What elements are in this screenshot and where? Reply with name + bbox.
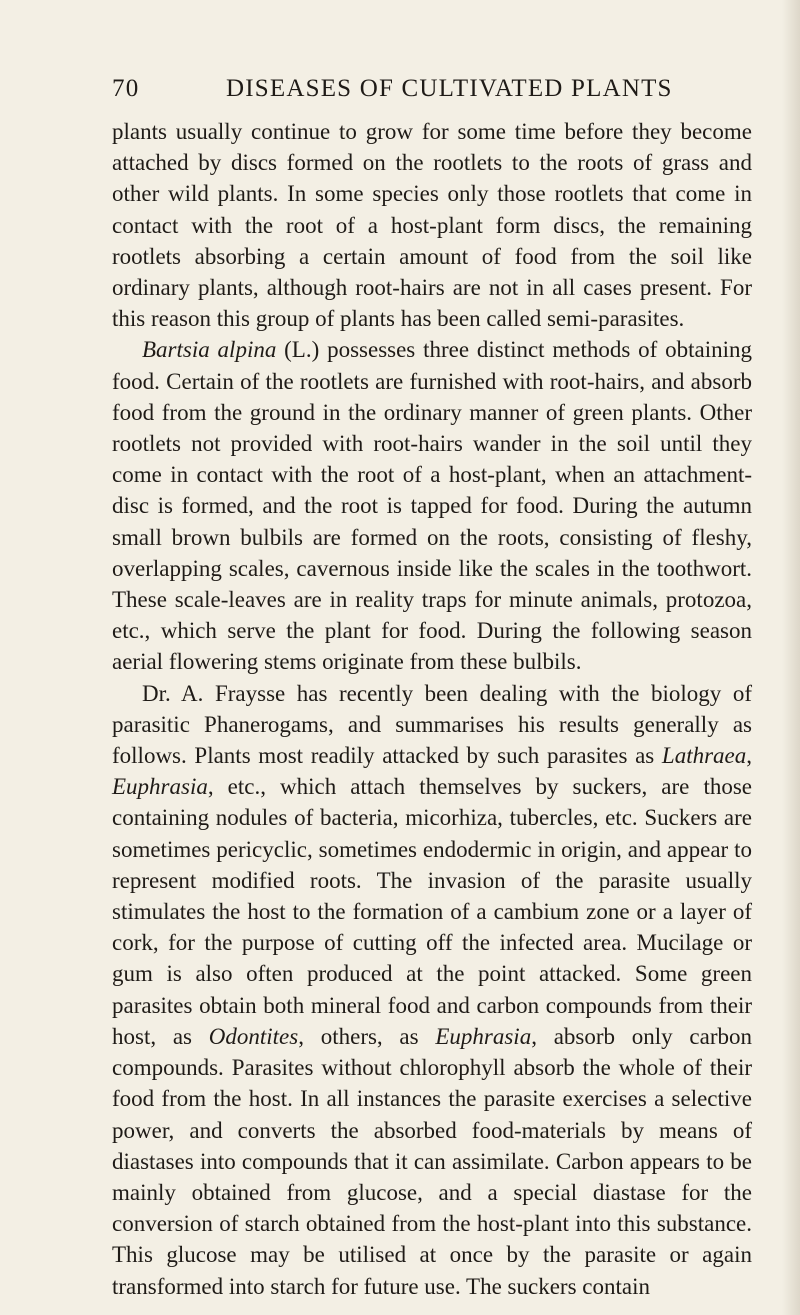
species-name-bartsia-alpina: Bartsia alpina xyxy=(142,337,277,363)
genus-name-euphrasia: Euphrasia xyxy=(112,774,208,800)
paragraph-text: , xyxy=(746,743,752,769)
genus-name-euphrasia: Euphrasia xyxy=(435,1023,532,1049)
genus-name-lathraea: Lathraea xyxy=(661,743,747,769)
page-number: 70 xyxy=(112,75,140,102)
body-text xyxy=(112,116,752,1302)
paragraph-text: , etc., which attach themselves by suckers, are those containing nodules of bacteria, micorhiza, tubercles, etc. Suckers are sometimes pericyclic, sometimes endodermic in origin, and appear to represent modified roots. The invasion of the parasite usually stimulates the host to the formation of a cambium zone or a layer of cork, for the purpose of cutting off the infected area. Mucilage or gum is also often produced at the point attacked. Some green parasites obtain both mineral food and carbon compounds from their host, as xyxy=(112,774,752,1049)
header-title: DISEASES OF CULTIVATED PLANTS xyxy=(226,75,673,102)
page-edge-shadow xyxy=(782,0,800,1315)
paragraph-text: plants usually continue to grow for some time before they become attached by discs formed on the rootlets to the roots of grass and other wild plants. In some species only those rootlets that come in contact with the root of a host-plant form discs, the remaining rootlets absorbing a certain amount of food from the soil like ordinary plants, although root-hairs are not in all cases present. For this reason this group of plants has been called semi-parasites. xyxy=(112,119,752,332)
paragraph-semi-parasites xyxy=(112,116,752,334)
paragraph-bartsia xyxy=(112,334,752,677)
running-head xyxy=(112,72,752,106)
paragraph-text: , absorb only carbon compounds. Parasites without chlorophyll absorb the whole of their food from the host. In all instances the parasite exercises a selective power, and converts the absorbed food-materials by means of diastases into compounds that it can assimilate. Carbon appears to be mainly obtained from glucose, and a special diastase for the conversion of starch obtained from the host-plant into this substance. This glucose may be utilised at once by the parasite or again transformed into starch for future use. The suckers contain xyxy=(112,1023,752,1299)
paragraph-fraysse xyxy=(112,678,752,1302)
paragraph-text: (L.) possesses three distinct methods of obtaining food. Certain of the rootlets are furnished with root-hairs, and absorb food from the ground in the ordinary manner of green plants. Other rootlets not provided with root-hairs wander in the soil until they come in contact with the root of a host-plant, when an attachment-disc is formed, and the root is tapped for food. During the autumn small brown bulbils are formed on the roots, consisting of fleshy, overlapping scales, cavernous inside like the scales in the toothwort. These scale-leaves are in reality traps for minute animals, protozoa, etc., which serve the plant for food. During the following season aerial flowering stems originate from these bulbils. xyxy=(112,337,752,675)
genus-name-odontites: Odontites xyxy=(208,1023,299,1049)
paragraph-text: , others, as xyxy=(298,1023,436,1049)
paragraph-text: Dr. A. Fraysse has recently been dealing with the biology of parasitic Phanerogams, and summarises his results generally as follows. Plants most readily attacked by such parasites as xyxy=(112,680,752,769)
